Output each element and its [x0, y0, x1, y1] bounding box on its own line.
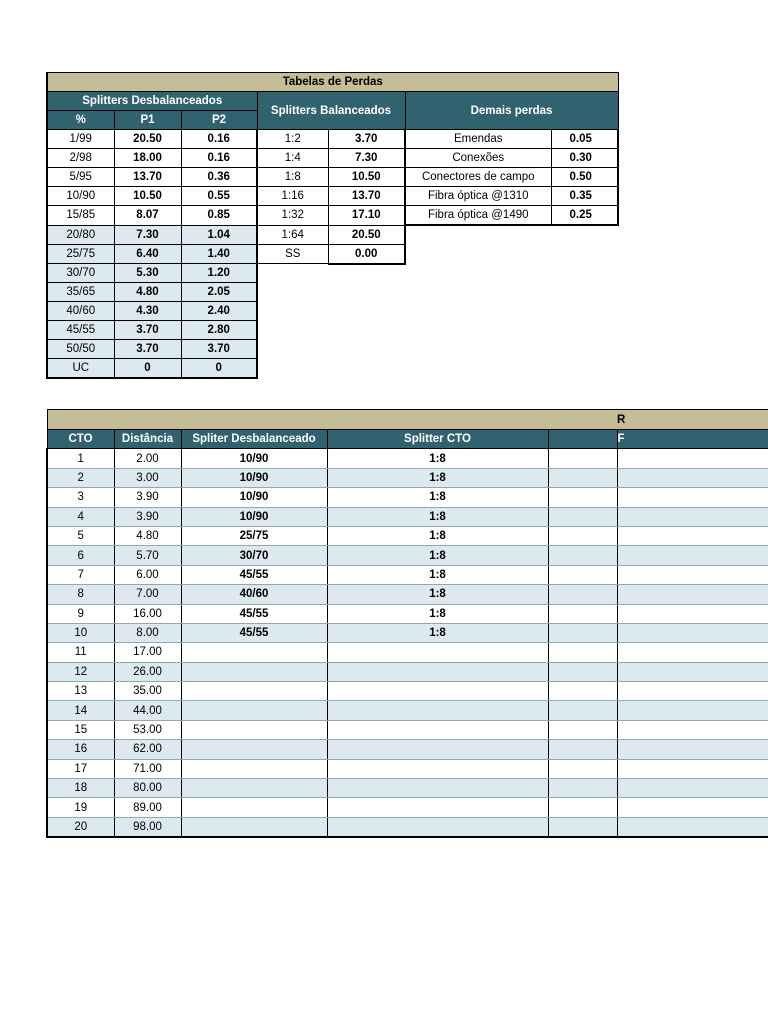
cto-title-fragment[interactable]: R — [617, 410, 768, 430]
cto-distance[interactable]: 53.00 — [114, 720, 181, 739]
loss-row — [47, 130, 618, 149]
cto-extra-cell[interactable] — [548, 643, 617, 662]
cto-table-viewport — [46, 409, 768, 841]
other-loss-name[interactable]: Fibra óptica @1490 — [405, 206, 551, 226]
unbalanced-ratio[interactable]: UC — [47, 359, 114, 379]
unbalanced-p1[interactable]: 8.07 — [114, 206, 181, 226]
cto-splitter[interactable] — [327, 682, 548, 701]
loss-row — [47, 168, 618, 187]
cto-distance[interactable]: 89.00 — [114, 798, 181, 817]
cto-unbalanced-splitter[interactable]: 10/90 — [181, 488, 327, 507]
unbalanced-p2[interactable]: 2.80 — [181, 321, 257, 340]
balanced-ratio[interactable]: 1:8 — [257, 168, 328, 187]
cto-number[interactable]: 12 — [47, 662, 114, 681]
loss-row — [47, 149, 618, 168]
loss-row — [47, 321, 618, 340]
cto-extra-cell[interactable] — [617, 720, 768, 739]
cto-splitter[interactable]: 1:8 — [327, 604, 548, 623]
table-row — [47, 643, 768, 662]
cto-extra-cell[interactable] — [548, 604, 617, 623]
other-loss-value[interactable]: 0.50 — [551, 168, 618, 187]
cto-unbalanced-splitter[interactable] — [181, 682, 327, 701]
cto-extra-cell[interactable] — [617, 701, 768, 720]
cto-splitter[interactable] — [327, 779, 548, 798]
cto-distance[interactable]: 98.00 — [114, 817, 181, 837]
cto-extra-cell[interactable] — [548, 817, 617, 837]
cto-number[interactable]: 17 — [47, 759, 114, 778]
unbalanced-p1[interactable]: 0 — [114, 359, 181, 379]
unbalanced-ratio[interactable]: 25/75 — [47, 244, 114, 264]
cto-extra-cell[interactable] — [617, 759, 768, 778]
cto-unbalanced-splitter[interactable]: 10/90 — [181, 468, 327, 487]
cto-splitter[interactable]: 1:8 — [327, 585, 548, 604]
cto-unbalanced-splitter[interactable] — [181, 720, 327, 739]
loss-tables — [46, 72, 619, 379]
table-row — [47, 449, 768, 468]
cto-unbalanced-splitter[interactable] — [181, 817, 327, 837]
cto-splitter[interactable]: 1:8 — [327, 449, 548, 468]
other-loss-value[interactable]: 0.30 — [551, 149, 618, 168]
cto-distance[interactable]: 3.90 — [114, 507, 181, 526]
table-row — [47, 468, 768, 487]
cto-col-header[interactable]: Spliter Desbalanceado — [181, 430, 327, 449]
cto-number[interactable]: 19 — [47, 798, 114, 817]
unbalanced-p2[interactable]: 1.04 — [181, 225, 257, 244]
unbalanced-p2[interactable]: 0.16 — [181, 130, 257, 149]
cto-splitter[interactable] — [327, 740, 548, 759]
table-row — [47, 740, 768, 759]
unbalanced-p2[interactable]: 0 — [181, 359, 257, 379]
cto-distance[interactable]: 2.00 — [114, 449, 181, 468]
cto-extra-cell[interactable] — [617, 449, 768, 468]
cto-number[interactable]: 15 — [47, 720, 114, 739]
unbalanced-p1[interactable]: 20.50 — [114, 130, 181, 149]
unbalanced-p1[interactable]: 3.70 — [114, 340, 181, 359]
cto-distance[interactable]: 16.00 — [114, 604, 181, 623]
unbalanced-ratio[interactable]: 5/95 — [47, 168, 114, 187]
empty-cell[interactable] — [405, 302, 618, 321]
cto-distance[interactable]: 7.00 — [114, 585, 181, 604]
unbalanced-ratio[interactable]: 40/60 — [47, 302, 114, 321]
unbalanced-p2[interactable]: 0.16 — [181, 149, 257, 168]
empty-cell[interactable] — [257, 264, 405, 283]
cto-distance[interactable]: 6.00 — [114, 565, 181, 584]
cto-number[interactable]: 4 — [47, 507, 114, 526]
cto-number[interactable]: 8 — [47, 585, 114, 604]
unbalanced-p1[interactable]: 18.00 — [114, 149, 181, 168]
empty-cell[interactable] — [257, 302, 405, 321]
empty-cell[interactable] — [257, 283, 405, 302]
cto-number[interactable]: 14 — [47, 701, 114, 720]
unbalanced-ratio[interactable]: 2/98 — [47, 149, 114, 168]
cto-splitter[interactable] — [327, 720, 548, 739]
cto-extra-cell[interactable] — [617, 507, 768, 526]
other-loss-value[interactable]: 0.05 — [551, 130, 618, 149]
cto-number[interactable]: 3 — [47, 488, 114, 507]
cto-extra-cell[interactable] — [548, 682, 617, 701]
cto-extra-cell[interactable] — [548, 720, 617, 739]
table-row — [47, 604, 768, 623]
table-row — [47, 682, 768, 701]
unbalanced-p2[interactable]: 0.55 — [181, 187, 257, 206]
empty-cell[interactable] — [257, 321, 405, 340]
table-row — [47, 565, 768, 584]
cto-extra-cell[interactable] — [617, 779, 768, 798]
loss-title-row — [47, 73, 618, 92]
table-row — [47, 623, 768, 642]
unbalanced-ratio[interactable]: 15/85 — [47, 206, 114, 226]
other-losses-header[interactable]: Demais perdas — [405, 92, 618, 130]
empty-cell[interactable] — [257, 359, 405, 379]
balanced-ratio[interactable]: SS — [257, 244, 328, 264]
cto-extra-cell[interactable] — [548, 740, 617, 759]
cto-table — [46, 409, 768, 838]
cto-extra-cell[interactable] — [548, 546, 617, 565]
loss-row — [47, 340, 618, 359]
cto-splitter[interactable] — [327, 817, 548, 837]
cto-distance[interactable]: 80.00 — [114, 779, 181, 798]
cto-distance[interactable]: 5.70 — [114, 546, 181, 565]
cto-extra-cell[interactable] — [617, 488, 768, 507]
cto-splitter[interactable]: 1:8 — [327, 488, 548, 507]
cto-splitter[interactable]: 1:8 — [327, 468, 548, 487]
cto-extra-cell[interactable] — [548, 662, 617, 681]
balanced-header[interactable]: Splitters Balanceados — [257, 92, 405, 130]
cto-distance[interactable]: 35.00 — [114, 682, 181, 701]
cto-extra-cell[interactable] — [617, 468, 768, 487]
balanced-loss[interactable]: 0.00 — [328, 244, 405, 264]
cto-extra-cell[interactable] — [617, 623, 768, 642]
table-row — [47, 817, 768, 837]
cto-unbalanced-splitter[interactable] — [181, 643, 327, 662]
balanced-ratio[interactable]: 1:32 — [257, 206, 328, 226]
empty-cell[interactable] — [405, 321, 618, 340]
unbalanced-p2[interactable]: 2.40 — [181, 302, 257, 321]
cto-distance[interactable]: 4.80 — [114, 526, 181, 545]
cto-extra-cell[interactable] — [617, 662, 768, 681]
cto-unbalanced-splitter[interactable]: 45/55 — [181, 565, 327, 584]
empty-cell[interactable] — [405, 359, 618, 379]
unbalanced-p1[interactable]: 10.50 — [114, 187, 181, 206]
cto-distance[interactable]: 3.00 — [114, 468, 181, 487]
cto-col-header-blank[interactable] — [548, 430, 617, 449]
table-row — [47, 526, 768, 545]
cto-distance[interactable]: 17.00 — [114, 643, 181, 662]
cto-extra-cell[interactable] — [617, 817, 768, 837]
other-loss-name[interactable]: Emendas — [405, 130, 551, 149]
cto-extra-cell[interactable] — [617, 585, 768, 604]
table-row — [47, 779, 768, 798]
other-loss-value[interactable]: 0.25 — [551, 206, 618, 226]
balanced-loss[interactable]: 3.70 — [328, 130, 405, 149]
cto-splitter[interactable]: 1:8 — [327, 565, 548, 584]
table-row — [47, 701, 768, 720]
cto-unbalanced-splitter[interactable]: 10/90 — [181, 507, 327, 526]
unbalanced-p1[interactable]: 7.30 — [114, 225, 181, 244]
cto-number[interactable]: 9 — [47, 604, 114, 623]
cto-splitter[interactable]: 1:8 — [327, 623, 548, 642]
cto-number[interactable]: 20 — [47, 817, 114, 837]
cto-number[interactable]: 1 — [47, 449, 114, 468]
cto-number[interactable]: 10 — [47, 623, 114, 642]
empty-cell[interactable] — [257, 340, 405, 359]
loss-row — [47, 244, 618, 264]
cto-unbalanced-splitter[interactable]: 45/55 — [181, 623, 327, 642]
loss-row — [47, 264, 618, 283]
cto-number[interactable]: 18 — [47, 779, 114, 798]
cto-col-header[interactable]: Splitter CTO — [327, 430, 548, 449]
cto-number[interactable]: 5 — [47, 526, 114, 545]
cto-unbalanced-splitter[interactable] — [181, 662, 327, 681]
cto-extra-cell[interactable] — [548, 798, 617, 817]
unbalanced-col-header[interactable]: % — [47, 111, 114, 130]
cto-splitter[interactable] — [327, 643, 548, 662]
cto-number[interactable]: 13 — [47, 682, 114, 701]
cto-unbalanced-splitter[interactable]: 45/55 — [181, 604, 327, 623]
cto-unbalanced-splitter[interactable]: 30/70 — [181, 546, 327, 565]
empty-cell[interactable] — [405, 264, 618, 283]
cto-title-row — [47, 410, 768, 430]
unbalanced-p1[interactable]: 5.30 — [114, 264, 181, 283]
cto-unbalanced-splitter[interactable] — [181, 779, 327, 798]
empty-cell[interactable] — [405, 225, 618, 244]
table-row — [47, 759, 768, 778]
cto-unbalanced-splitter[interactable]: 25/75 — [181, 526, 327, 545]
unbalanced-ratio[interactable]: 35/65 — [47, 283, 114, 302]
cto-splitter[interactable] — [327, 662, 548, 681]
cto-extra-cell[interactable] — [548, 779, 617, 798]
unbalanced-p2[interactable]: 1.20 — [181, 264, 257, 283]
table-row — [47, 507, 768, 526]
loss-tables-title[interactable]: Tabelas de Perdas — [47, 73, 618, 92]
table-row — [47, 488, 768, 507]
balanced-ratio[interactable]: 1:4 — [257, 149, 328, 168]
other-loss-name[interactable]: Fibra óptica @1310 — [405, 187, 551, 206]
unbalanced-p2[interactable]: 0.85 — [181, 206, 257, 226]
cto-number[interactable]: 2 — [47, 468, 114, 487]
unbalanced-p2[interactable]: 0.36 — [181, 168, 257, 187]
other-loss-value[interactable]: 0.35 — [551, 187, 618, 206]
cto-unbalanced-splitter[interactable] — [181, 798, 327, 817]
cto-extra-cell[interactable] — [548, 526, 617, 545]
cto-number[interactable]: 16 — [47, 740, 114, 759]
unbalanced-ratio[interactable]: 50/50 — [47, 340, 114, 359]
cto-number[interactable]: 6 — [47, 546, 114, 565]
unbalanced-p1[interactable]: 4.80 — [114, 283, 181, 302]
cto-extra-cell[interactable] — [617, 565, 768, 584]
cto-extra-cell[interactable] — [617, 682, 768, 701]
unbalanced-p2[interactable]: 1.40 — [181, 244, 257, 264]
unbalanced-col-header[interactable]: P2 — [181, 111, 257, 130]
cto-distance[interactable]: 71.00 — [114, 759, 181, 778]
cto-extra-cell[interactable] — [548, 468, 617, 487]
cto-distance[interactable]: 8.00 — [114, 623, 181, 642]
unbalanced-ratio[interactable]: 1/99 — [47, 130, 114, 149]
cto-number[interactable]: 11 — [47, 643, 114, 662]
cto-splitter[interactable]: 1:8 — [327, 526, 548, 545]
cto-extra-cell[interactable] — [548, 565, 617, 584]
balanced-ratio[interactable]: 1:16 — [257, 187, 328, 206]
balanced-loss[interactable]: 7.30 — [328, 149, 405, 168]
cto-header-row — [47, 430, 768, 449]
cto-splitter[interactable]: 1:8 — [327, 507, 548, 526]
unbalanced-p2[interactable]: 3.70 — [181, 340, 257, 359]
unbalanced-ratio[interactable]: 10/90 — [47, 187, 114, 206]
table-row — [47, 585, 768, 604]
cto-extra-cell[interactable] — [548, 759, 617, 778]
loss-row — [47, 359, 618, 379]
cto-unbalanced-splitter[interactable] — [181, 759, 327, 778]
cto-splitter[interactable] — [327, 798, 548, 817]
cto-extra-cell[interactable] — [548, 623, 617, 642]
loss-row — [47, 206, 618, 226]
cto-distance[interactable]: 62.00 — [114, 740, 181, 759]
unbalanced-p1[interactable]: 4.30 — [114, 302, 181, 321]
cto-extra-cell[interactable] — [617, 643, 768, 662]
cto-extra-cell[interactable] — [617, 526, 768, 545]
cto-extra-cell[interactable] — [548, 488, 617, 507]
unbalanced-p2[interactable]: 2.05 — [181, 283, 257, 302]
cto-unbalanced-splitter[interactable] — [181, 740, 327, 759]
cto-splitter[interactable] — [327, 759, 548, 778]
loss-row — [47, 302, 618, 321]
cto-extra-cell[interactable] — [617, 546, 768, 565]
unbalanced-ratio[interactable]: 45/55 — [47, 321, 114, 340]
cto-extra-cell[interactable] — [548, 449, 617, 468]
balanced-ratio[interactable]: 1:2 — [257, 130, 328, 149]
empty-cell[interactable] — [405, 340, 618, 359]
cto-extra-cell[interactable] — [617, 604, 768, 623]
cto-unbalanced-splitter[interactable]: 10/90 — [181, 449, 327, 468]
unbalanced-ratio[interactable]: 20/80 — [47, 225, 114, 244]
cto-extra-cell[interactable] — [548, 701, 617, 720]
cto-unbalanced-splitter[interactable]: 40/60 — [181, 585, 327, 604]
loss-row — [47, 283, 618, 302]
cto-extra-cell[interactable] — [548, 507, 617, 526]
loss-row — [47, 187, 618, 206]
cto-extra-cell[interactable] — [617, 798, 768, 817]
unbalanced-col-header[interactable]: P1 — [114, 111, 181, 130]
empty-cell[interactable] — [405, 244, 618, 264]
balanced-loss[interactable]: 17.10 — [328, 206, 405, 226]
balanced-loss[interactable]: 13.70 — [328, 187, 405, 206]
cto-distance[interactable]: 44.00 — [114, 701, 181, 720]
cto-splitter[interactable]: 1:8 — [327, 546, 548, 565]
balanced-loss[interactable]: 10.50 — [328, 168, 405, 187]
table-row — [47, 546, 768, 565]
cto-distance[interactable]: 26.00 — [114, 662, 181, 681]
cto-col-header[interactable]: F — [617, 430, 768, 449]
balanced-ratio[interactable]: 1:64 — [257, 225, 328, 244]
table-row — [47, 662, 768, 681]
table-row — [47, 798, 768, 817]
cto-title-band[interactable] — [47, 410, 617, 430]
cto-extra-cell[interactable] — [617, 740, 768, 759]
cto-col-header[interactable]: CTO — [47, 430, 114, 449]
cto-unbalanced-splitter[interactable] — [181, 701, 327, 720]
cto-splitter[interactable] — [327, 701, 548, 720]
unbalanced-p1[interactable]: 3.70 — [114, 321, 181, 340]
cto-distance[interactable]: 3.90 — [114, 488, 181, 507]
loss-row — [47, 225, 618, 244]
balanced-loss[interactable]: 20.50 — [328, 225, 405, 244]
cto-extra-cell[interactable] — [548, 585, 617, 604]
unbalanced-p1[interactable]: 13.70 — [114, 168, 181, 187]
cto-number[interactable]: 7 — [47, 565, 114, 584]
table-row — [47, 720, 768, 739]
unbalanced-p1[interactable]: 6.40 — [114, 244, 181, 264]
other-loss-name[interactable]: Conectores de campo — [405, 168, 551, 187]
unbalanced-header[interactable]: Splitters Desbalanceados — [47, 92, 257, 111]
cto-col-header[interactable]: Distância — [114, 430, 181, 449]
empty-cell[interactable] — [405, 283, 618, 302]
loss-header-row — [47, 92, 618, 111]
unbalanced-ratio[interactable]: 30/70 — [47, 264, 114, 283]
other-loss-name[interactable]: Conexões — [405, 149, 551, 168]
